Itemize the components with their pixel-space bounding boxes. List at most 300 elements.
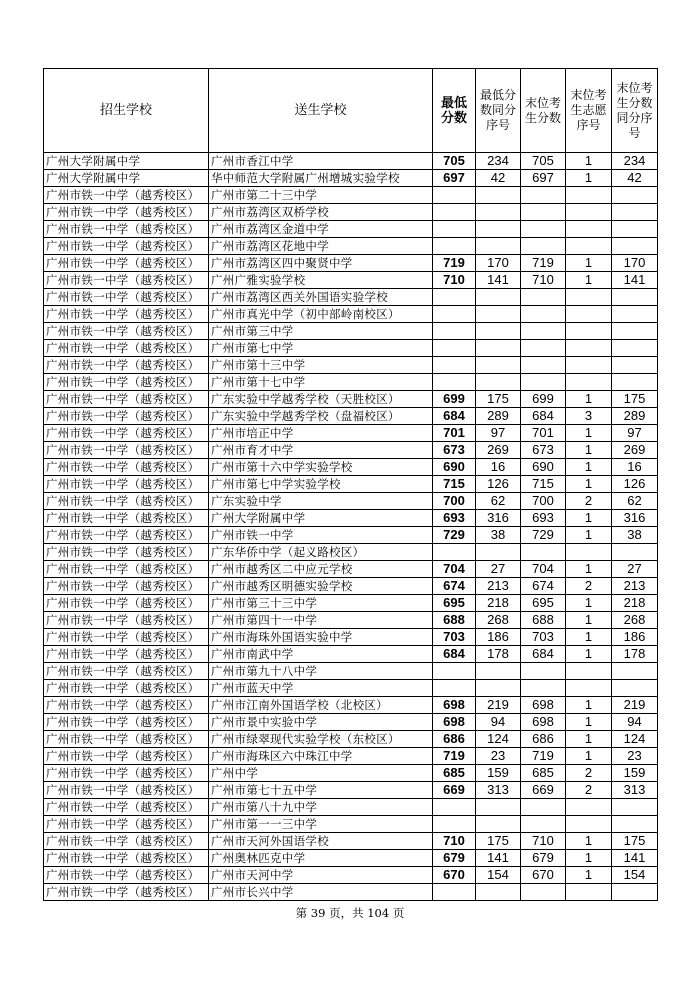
- cell-last-score: [521, 663, 566, 680]
- cell-last-score: 705: [521, 153, 566, 170]
- header-min-score-rank: 最低分数同分序号: [476, 69, 521, 153]
- cell-last-rank: [612, 323, 658, 340]
- cell-last-rank: 178: [612, 646, 658, 663]
- cell-last-rank: [612, 289, 658, 306]
- cell-last-choice: 1: [566, 612, 612, 629]
- cell-min-score: 705: [433, 153, 476, 170]
- table-row: [44, 357, 658, 374]
- cell-enrolling-school: 广州市铁一中学（越秀校区）: [44, 221, 209, 238]
- cell-sending-school: 广州市第九十八中学: [209, 663, 433, 680]
- cell-last-score: 669: [521, 782, 566, 799]
- cell-last-choice: 1: [566, 527, 612, 544]
- cell-min-score: [433, 340, 476, 357]
- cell-enrolling-school: 广州市铁一中学（越秀校区）: [44, 425, 209, 442]
- cell-min-score: 670: [433, 867, 476, 884]
- page-footer: 第 39 页，共 104 页: [295, 906, 405, 920]
- cell-last-choice: 1: [566, 442, 612, 459]
- cell-last-score: [521, 187, 566, 204]
- cell-last-score: [521, 799, 566, 816]
- cell-min-score: 701: [433, 425, 476, 442]
- cell-min-score-rank: [476, 884, 521, 901]
- cell-min-score: 719: [433, 255, 476, 272]
- table-row: [44, 595, 658, 612]
- cell-min-score-rank: [476, 799, 521, 816]
- table-row: [44, 306, 658, 323]
- cell-enrolling-school: 广州市铁一中学（越秀校区）: [44, 357, 209, 374]
- cell-last-rank: 23: [612, 748, 658, 765]
- cell-min-score: 697: [433, 170, 476, 187]
- cell-min-score-rank: 27: [476, 561, 521, 578]
- table-row: [44, 731, 658, 748]
- cell-enrolling-school: 广州市铁一中学（越秀校区）: [44, 442, 209, 459]
- cell-min-score: 684: [433, 408, 476, 425]
- cell-enrolling-school: 广州市铁一中学（越秀校区）: [44, 612, 209, 629]
- cell-last-choice: [566, 374, 612, 391]
- cell-last-score: 693: [521, 510, 566, 527]
- cell-enrolling-school: 广州市铁一中学（越秀校区）: [44, 561, 209, 578]
- cell-last-choice: [566, 238, 612, 255]
- cell-last-rank: 27: [612, 561, 658, 578]
- table-row: [44, 578, 658, 595]
- cell-sending-school: 广东华侨中学（起义路校区）: [209, 544, 433, 561]
- cell-last-score: 719: [521, 255, 566, 272]
- cell-last-rank: 269: [612, 442, 658, 459]
- cell-last-rank: 154: [612, 867, 658, 884]
- cell-sending-school: 广州市天河外国语学校: [209, 833, 433, 850]
- cell-min-score: 719: [433, 748, 476, 765]
- cell-sending-school: 广州市香江中学: [209, 153, 433, 170]
- table-row: [44, 153, 658, 170]
- cell-min-score-rank: [476, 187, 521, 204]
- cell-last-choice: [566, 204, 612, 221]
- cell-last-score: 704: [521, 561, 566, 578]
- cell-min-score: [433, 816, 476, 833]
- cell-last-score: [521, 816, 566, 833]
- cell-sending-school: 广州市荔湾区西关外国语实验学校: [209, 289, 433, 306]
- table-body: [44, 153, 658, 901]
- cell-min-score-rank: 269: [476, 442, 521, 459]
- cell-min-score-rank: [476, 663, 521, 680]
- cell-enrolling-school: 广州市铁一中学（越秀校区）: [44, 459, 209, 476]
- cell-sending-school: 广州市长兴中学: [209, 884, 433, 901]
- cell-min-score-rank: 62: [476, 493, 521, 510]
- cell-last-rank: 175: [612, 391, 658, 408]
- cell-enrolling-school: 广州市铁一中学（越秀校区）: [44, 510, 209, 527]
- cell-sending-school: 广州市荔湾区双桥学校: [209, 204, 433, 221]
- cell-last-rank: [612, 238, 658, 255]
- cell-enrolling-school: 广州市铁一中学（越秀校区）: [44, 595, 209, 612]
- cell-last-score: 701: [521, 425, 566, 442]
- cell-last-rank: 42: [612, 170, 658, 187]
- cell-last-choice: 3: [566, 408, 612, 425]
- cell-sending-school: 广州市绿翠现代实验学校（东校区）: [209, 731, 433, 748]
- cell-enrolling-school: 广州市铁一中学（越秀校区）: [44, 748, 209, 765]
- cell-enrolling-school: 广州市铁一中学（越秀校区）: [44, 697, 209, 714]
- cell-last-rank: 170: [612, 255, 658, 272]
- cell-last-choice: 1: [566, 697, 612, 714]
- cell-enrolling-school: 广州市铁一中学（越秀校区）: [44, 476, 209, 493]
- table-row: [44, 714, 658, 731]
- cell-enrolling-school: 广州市铁一中学（越秀校区）: [44, 782, 209, 799]
- cell-sending-school: 广州中学: [209, 765, 433, 782]
- table-row: [44, 238, 658, 255]
- table-row: [44, 340, 658, 357]
- cell-last-rank: 97: [612, 425, 658, 442]
- cell-sending-school: 广州市培正中学: [209, 425, 433, 442]
- cell-last-score: 685: [521, 765, 566, 782]
- cell-last-score: 699: [521, 391, 566, 408]
- table-row: [44, 629, 658, 646]
- cell-last-choice: [566, 340, 612, 357]
- cell-enrolling-school: 广州市铁一中学（越秀校区）: [44, 272, 209, 289]
- cell-min-score: 695: [433, 595, 476, 612]
- cell-last-score: 684: [521, 408, 566, 425]
- cell-last-rank: [612, 306, 658, 323]
- cell-min-score: 710: [433, 833, 476, 850]
- table-row: [44, 697, 658, 714]
- table-row: [44, 374, 658, 391]
- cell-last-choice: 1: [566, 850, 612, 867]
- cell-last-score: 673: [521, 442, 566, 459]
- cell-last-rank: 94: [612, 714, 658, 731]
- cell-enrolling-school: 广州市铁一中学（越秀校区）: [44, 204, 209, 221]
- cell-last-choice: 1: [566, 714, 612, 731]
- cell-min-score: 679: [433, 850, 476, 867]
- cell-min-score-rank: 94: [476, 714, 521, 731]
- cell-enrolling-school: 广州市铁一中学（越秀校区）: [44, 884, 209, 901]
- cell-last-choice: 1: [566, 646, 612, 663]
- cell-last-choice: 1: [566, 595, 612, 612]
- cell-sending-school: 广州市第十三中学: [209, 357, 433, 374]
- table-row: [44, 255, 658, 272]
- cell-last-choice: 1: [566, 459, 612, 476]
- cell-min-score-rank: 42: [476, 170, 521, 187]
- cell-min-score: 703: [433, 629, 476, 646]
- cell-last-score: [521, 884, 566, 901]
- cell-min-score-rank: 175: [476, 391, 521, 408]
- cell-last-choice: 1: [566, 170, 612, 187]
- cell-min-score-rank: 23: [476, 748, 521, 765]
- table-row: [44, 833, 658, 850]
- cell-last-choice: 1: [566, 510, 612, 527]
- cell-last-rank: [612, 204, 658, 221]
- cell-min-score-rank: [476, 204, 521, 221]
- admission-table: [43, 68, 658, 901]
- cell-last-choice: [566, 816, 612, 833]
- cell-min-score-rank: [476, 680, 521, 697]
- cell-min-score: [433, 799, 476, 816]
- table-row: [44, 442, 658, 459]
- cell-sending-school: 广州市第三十三中学: [209, 595, 433, 612]
- cell-sending-school: 广东实验中学越秀学校（天胜校区）: [209, 391, 433, 408]
- cell-sending-school: 广东实验中学越秀学校（盘福校区）: [209, 408, 433, 425]
- cell-enrolling-school: 广州市铁一中学（越秀校区）: [44, 799, 209, 816]
- cell-last-rank: [612, 663, 658, 680]
- cell-min-score-rank: 97: [476, 425, 521, 442]
- cell-min-score-rank: 175: [476, 833, 521, 850]
- cell-last-rank: 213: [612, 578, 658, 595]
- table-row: [44, 867, 658, 884]
- table-row: [44, 170, 658, 187]
- cell-sending-school: 广州市第四十一中学: [209, 612, 433, 629]
- cell-min-score: [433, 544, 476, 561]
- cell-sending-school: 广州市海珠区六中珠江中学: [209, 748, 433, 765]
- cell-enrolling-school: 广州市铁一中学（越秀校区）: [44, 663, 209, 680]
- cell-last-choice: 1: [566, 833, 612, 850]
- cell-sending-school: 广州市荔湾区金道中学: [209, 221, 433, 238]
- header-enrolling-school: 招生学校: [44, 69, 209, 153]
- cell-min-score: 674: [433, 578, 476, 595]
- table-row: [44, 323, 658, 340]
- table-row: [44, 476, 658, 493]
- cell-sending-school: 广州市真光中学（初中部岭南校区）: [209, 306, 433, 323]
- cell-last-choice: 1: [566, 731, 612, 748]
- table-row: [44, 408, 658, 425]
- cell-last-score: [521, 323, 566, 340]
- cell-last-score: 703: [521, 629, 566, 646]
- cell-min-score-rank: 141: [476, 850, 521, 867]
- cell-min-score: 729: [433, 527, 476, 544]
- cell-enrolling-school: 广州市铁一中学（越秀校区）: [44, 646, 209, 663]
- cell-last-rank: [612, 357, 658, 374]
- cell-last-choice: [566, 663, 612, 680]
- cell-enrolling-school: 广州市铁一中学（越秀校区）: [44, 714, 209, 731]
- table-row: [44, 884, 658, 901]
- header-last-score: 末位考生分数: [521, 69, 566, 153]
- cell-last-score: 698: [521, 714, 566, 731]
- cell-last-score: 679: [521, 850, 566, 867]
- cell-last-score: 710: [521, 833, 566, 850]
- cell-last-choice: 1: [566, 391, 612, 408]
- cell-min-score-rank: [476, 323, 521, 340]
- cell-min-score: 710: [433, 272, 476, 289]
- cell-last-choice: [566, 221, 612, 238]
- cell-last-score: 690: [521, 459, 566, 476]
- cell-sending-school: 华中师范大学附属广州增城实验学校: [209, 170, 433, 187]
- cell-enrolling-school: 广州大学附属中学: [44, 170, 209, 187]
- cell-last-score: [521, 238, 566, 255]
- cell-last-rank: 141: [612, 850, 658, 867]
- cell-min-score: [433, 680, 476, 697]
- cell-enrolling-school: 广州市铁一中学（越秀校区）: [44, 867, 209, 884]
- cell-min-score: 698: [433, 714, 476, 731]
- table-row: [44, 850, 658, 867]
- cell-last-rank: [612, 340, 658, 357]
- cell-min-score-rank: 313: [476, 782, 521, 799]
- cell-enrolling-school: 广州市铁一中学（越秀校区）: [44, 374, 209, 391]
- cell-min-score-rank: 159: [476, 765, 521, 782]
- header-last-rank: 末位考生分数同分序号: [612, 69, 658, 153]
- table-row: [44, 799, 658, 816]
- cell-sending-school: 广州市第二十三中学: [209, 187, 433, 204]
- cell-last-score: 719: [521, 748, 566, 765]
- cell-sending-school: 广州市越秀区明德实验学校: [209, 578, 433, 595]
- cell-min-score: 699: [433, 391, 476, 408]
- header-last-choice: 末位考生志愿序号: [566, 69, 612, 153]
- cell-last-score: 670: [521, 867, 566, 884]
- cell-enrolling-school: 广州市铁一中学（越秀校区）: [44, 680, 209, 697]
- cell-last-score: [521, 544, 566, 561]
- cell-min-score: 698: [433, 697, 476, 714]
- cell-sending-school: 广州市天河中学: [209, 867, 433, 884]
- table-row: [44, 272, 658, 289]
- cell-last-rank: [612, 374, 658, 391]
- cell-last-score: 686: [521, 731, 566, 748]
- cell-min-score: 690: [433, 459, 476, 476]
- cell-last-rank: 313: [612, 782, 658, 799]
- cell-last-score: 684: [521, 646, 566, 663]
- cell-sending-school: 广州市海珠外国语实验中学: [209, 629, 433, 646]
- cell-enrolling-school: 广州市铁一中学（越秀校区）: [44, 765, 209, 782]
- cell-sending-school: 广州市第七中学实验学校: [209, 476, 433, 493]
- cell-sending-school: 广州市第三中学: [209, 323, 433, 340]
- cell-last-rank: 218: [612, 595, 658, 612]
- cell-sending-school: 广州市蓝天中学: [209, 680, 433, 697]
- table-row: [44, 544, 658, 561]
- cell-last-rank: [612, 816, 658, 833]
- cell-min-score-rank: [476, 238, 521, 255]
- cell-last-score: [521, 357, 566, 374]
- cell-last-rank: [612, 187, 658, 204]
- cell-enrolling-school: 广州市铁一中学（越秀校区）: [44, 527, 209, 544]
- cell-last-choice: 2: [566, 782, 612, 799]
- table-row: [44, 646, 658, 663]
- cell-last-choice: 1: [566, 153, 612, 170]
- table-row: [44, 459, 658, 476]
- cell-last-choice: 1: [566, 867, 612, 884]
- cell-last-rank: 316: [612, 510, 658, 527]
- cell-min-score-rank: [476, 374, 521, 391]
- cell-last-score: 700: [521, 493, 566, 510]
- cell-last-score: 710: [521, 272, 566, 289]
- cell-enrolling-school: 广州市铁一中学（越秀校区）: [44, 833, 209, 850]
- cell-last-choice: 1: [566, 476, 612, 493]
- table-row: [44, 765, 658, 782]
- cell-last-score: 715: [521, 476, 566, 493]
- cell-last-rank: 219: [612, 697, 658, 714]
- cell-enrolling-school: 广州市铁一中学（越秀校区）: [44, 731, 209, 748]
- cell-min-score: [433, 238, 476, 255]
- table-row: [44, 221, 658, 238]
- cell-enrolling-school: 广州市铁一中学（越秀校区）: [44, 629, 209, 646]
- cell-min-score-rank: [476, 221, 521, 238]
- cell-min-score: [433, 204, 476, 221]
- table-row: [44, 527, 658, 544]
- cell-enrolling-school: 广州市铁一中学（越秀校区）: [44, 340, 209, 357]
- cell-sending-school: 广州市育才中学: [209, 442, 433, 459]
- cell-enrolling-school: 广州市铁一中学（越秀校区）: [44, 238, 209, 255]
- cell-min-score-rank: 38: [476, 527, 521, 544]
- cell-min-score-rank: 16: [476, 459, 521, 476]
- cell-min-score: [433, 663, 476, 680]
- table-row: [44, 561, 658, 578]
- cell-last-rank: 126: [612, 476, 658, 493]
- cell-last-choice: [566, 306, 612, 323]
- cell-last-score: [521, 221, 566, 238]
- table-row: [44, 612, 658, 629]
- cell-min-score: 704: [433, 561, 476, 578]
- table-row: [44, 289, 658, 306]
- cell-sending-school: 广州市荔湾区花地中学: [209, 238, 433, 255]
- table-row: [44, 663, 658, 680]
- cell-enrolling-school: 广州市铁一中学（越秀校区）: [44, 850, 209, 867]
- cell-last-choice: [566, 544, 612, 561]
- cell-sending-school: 广州市第七十五中学: [209, 782, 433, 799]
- cell-min-score: [433, 374, 476, 391]
- cell-last-score: [521, 306, 566, 323]
- cell-last-score: [521, 289, 566, 306]
- cell-last-rank: 234: [612, 153, 658, 170]
- cell-enrolling-school: 广州市铁一中学（越秀校区）: [44, 493, 209, 510]
- table-header-row: [44, 69, 658, 153]
- cell-last-rank: 62: [612, 493, 658, 510]
- cell-min-score-rank: 218: [476, 595, 521, 612]
- cell-last-choice: [566, 884, 612, 901]
- cell-min-score-rank: 170: [476, 255, 521, 272]
- cell-last-rank: [612, 799, 658, 816]
- table-row: [44, 816, 658, 833]
- cell-min-score-rank: 154: [476, 867, 521, 884]
- cell-last-score: [521, 680, 566, 697]
- cell-last-choice: 2: [566, 765, 612, 782]
- cell-sending-school: 广州市荔湾区四中聚贤中学: [209, 255, 433, 272]
- cell-last-rank: 16: [612, 459, 658, 476]
- table-row: [44, 187, 658, 204]
- cell-last-choice: 1: [566, 561, 612, 578]
- cell-sending-school: 广州市景中实验中学: [209, 714, 433, 731]
- cell-last-score: 674: [521, 578, 566, 595]
- cell-last-rank: 124: [612, 731, 658, 748]
- cell-last-choice: [566, 323, 612, 340]
- table-row: [44, 782, 658, 799]
- cell-sending-school: 广州广雅实验学校: [209, 272, 433, 289]
- cell-enrolling-school: 广州市铁一中学（越秀校区）: [44, 816, 209, 833]
- cell-last-choice: 1: [566, 255, 612, 272]
- cell-sending-school: 广州市南武中学: [209, 646, 433, 663]
- cell-min-score-rank: 316: [476, 510, 521, 527]
- cell-last-rank: 159: [612, 765, 658, 782]
- cell-last-rank: [612, 884, 658, 901]
- table-row: [44, 680, 658, 697]
- cell-sending-school: 广州市第七中学: [209, 340, 433, 357]
- cell-sending-school: 广州市第一一三中学: [209, 816, 433, 833]
- cell-min-score: 693: [433, 510, 476, 527]
- cell-last-score: 698: [521, 697, 566, 714]
- cell-last-rank: [612, 680, 658, 697]
- cell-last-score: 688: [521, 612, 566, 629]
- cell-sending-school: 广州市第十六中学实验学校: [209, 459, 433, 476]
- cell-last-rank: 186: [612, 629, 658, 646]
- cell-min-score-rank: 141: [476, 272, 521, 289]
- table-row: [44, 391, 658, 408]
- cell-last-score: 697: [521, 170, 566, 187]
- cell-min-score: 685: [433, 765, 476, 782]
- cell-last-score: 729: [521, 527, 566, 544]
- cell-min-score-rank: 289: [476, 408, 521, 425]
- cell-enrolling-school: 广州市铁一中学（越秀校区）: [44, 391, 209, 408]
- cell-min-score: 700: [433, 493, 476, 510]
- cell-min-score: 669: [433, 782, 476, 799]
- cell-enrolling-school: 广州市铁一中学（越秀校区）: [44, 578, 209, 595]
- cell-min-score-rank: [476, 306, 521, 323]
- cell-last-choice: 1: [566, 425, 612, 442]
- cell-min-score: [433, 221, 476, 238]
- cell-enrolling-school: 广州市铁一中学（越秀校区）: [44, 323, 209, 340]
- cell-last-score: [521, 340, 566, 357]
- cell-last-choice: [566, 799, 612, 816]
- cell-sending-school: 广州大学附属中学: [209, 510, 433, 527]
- cell-last-score: [521, 374, 566, 391]
